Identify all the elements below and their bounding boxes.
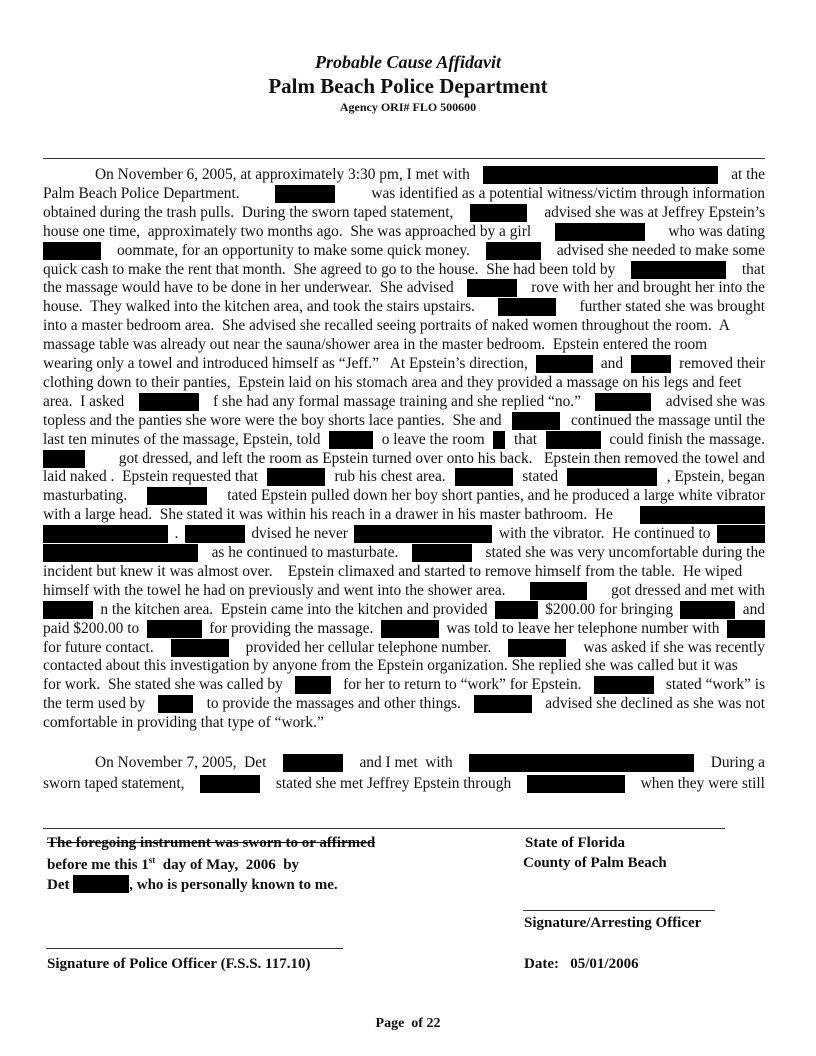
officer-signature-line: [46, 948, 343, 949]
date-label: Date:: [524, 956, 559, 972]
redaction-box: [508, 639, 566, 657]
text-segment: and: [742, 600, 765, 618]
redaction-box: [555, 223, 645, 241]
text-segment: provided her cellular telephone number.: [245, 638, 492, 656]
text-segment: stated “work” is: [665, 676, 765, 694]
text-segment: with a large head. She stated it was within his reach in a drawer in his master bathroom. He: [43, 506, 613, 524]
text-segment: contacted about this investigation by anyone from the Epstein organization. She replied she was called but it was: [43, 657, 738, 675]
text-segment: house. They walked into the kitchen area, and took the stairs upstairs.: [43, 298, 475, 316]
redaction-box: [455, 468, 513, 486]
redaction-box: [267, 468, 325, 486]
footer-divider: [43, 828, 725, 829]
text-line: [43, 336, 765, 354]
date-value: 05/01/2006: [570, 956, 639, 972]
text-segment: sworn taped statement,: [43, 775, 185, 792]
text-segment: stated she was very uncomfortable during the: [485, 544, 765, 561]
text-segment: for providing the massage.: [209, 619, 374, 637]
text-segment: was told to leave her telephone number with: [446, 619, 720, 637]
text-segment: house one time, approximately two months ago. She was approached by a girl: [43, 222, 532, 240]
text-line: [43, 223, 765, 241]
redaction-box: [594, 676, 654, 694]
text-segment: was identified as a potential witness/victim through information: [371, 184, 765, 202]
redaction-box: [139, 393, 199, 411]
redaction-box: [469, 754, 694, 772]
redaction-box: [200, 775, 260, 793]
text-segment: and: [600, 355, 624, 372]
redaction-box: [631, 355, 671, 373]
text-segment: last ten minutes of the massage, Epstein, told: [43, 430, 321, 448]
text-segment: for work. She stated she was called by: [43, 676, 283, 694]
text-line: [95, 754, 765, 772]
text-segment: quick cash to make the rent that month. She agreed to go to the house. She had been told by: [43, 260, 616, 278]
text-segment: laid naked . Epstein requested that: [43, 468, 258, 486]
redaction-box: [283, 754, 343, 772]
sworn-date-pre: before me this 1: [47, 857, 149, 873]
text-line: [43, 714, 765, 732]
text-segment: the massage would have to be done in her underwear. She advised: [43, 279, 454, 297]
redaction-box: [147, 487, 207, 505]
text-segment: that: [741, 260, 765, 278]
redaction-box: [470, 204, 527, 222]
sworn-statement-line1: The foregoing instrument was sworn to or affirmed: [47, 835, 376, 851]
state-label: State of Florida: [525, 835, 625, 851]
sworn-date-sup: st: [148, 855, 156, 865]
page-number: Page of 22: [375, 1016, 441, 1031]
redaction-box: [147, 620, 202, 638]
text-line: [43, 601, 765, 619]
text-line: [43, 261, 765, 279]
text-line: [95, 166, 765, 184]
redaction-box: [354, 525, 492, 543]
text-segment: .: [174, 525, 179, 543]
text-segment: Palm Beach Police Department.: [43, 184, 240, 202]
text-line: [43, 317, 765, 335]
text-segment: that: [513, 430, 538, 448]
text-segment: could finish the massage.: [609, 430, 765, 448]
text-line: [43, 412, 765, 430]
redaction-box: [536, 355, 593, 373]
redaction-box: [474, 695, 532, 713]
redaction-box: [640, 506, 765, 524]
text-segment: masturbating.: [43, 487, 128, 505]
text-segment: , Epstein, began: [666, 468, 765, 486]
redaction-box: [185, 525, 245, 543]
text-line: [43, 525, 765, 543]
text-line: [43, 775, 765, 793]
text-segment: $200.00 for bringing: [545, 600, 674, 618]
header-divider: [43, 158, 765, 159]
text-segment: dvised he never: [251, 525, 348, 543]
text-line: [43, 676, 765, 694]
redaction-box: [158, 695, 193, 713]
text-segment: removed their: [679, 355, 765, 372]
text-segment: topless and the panties she wore were the boy shorts lace panties. She and: [43, 411, 502, 429]
text-line: [43, 450, 765, 468]
redaction-box: [631, 261, 726, 279]
text-line: [43, 431, 765, 449]
text-line: [43, 242, 765, 260]
text-line: [43, 695, 765, 713]
text-line: [43, 468, 765, 486]
text-segment: advised she declined as she was not: [545, 695, 765, 713]
redaction-box: [680, 601, 735, 619]
text-segment: when they were still: [640, 775, 765, 792]
redaction-box: [43, 601, 93, 619]
text-segment: for her to return to “work” for Epstein.: [343, 676, 582, 694]
text-segment: massage table was already out near the sauna/shower area in the master bedroom. Epstein entered the room: [43, 336, 708, 354]
redaction-box: [512, 412, 560, 430]
text-segment: with the vibrator. He continued to: [498, 525, 711, 543]
text-segment: at the: [731, 166, 765, 183]
text-segment: clothing down to their panties, Epstein laid on his stomach area and they provided a massage on his legs and feet: [43, 373, 742, 391]
date-field: [524, 956, 639, 973]
redaction-box: [595, 393, 651, 411]
text-segment: On November 6, 2005, at approximately 3:30 pm, I met with: [95, 166, 470, 183]
redaction-box: [486, 242, 541, 260]
text-segment: further stated she was brought: [579, 298, 765, 316]
redaction-box: [412, 544, 472, 562]
text-segment: f she had any formal massage training and she replied “no.”: [213, 392, 581, 410]
text-segment: rove with her and brought her into the: [531, 279, 765, 297]
redaction-box: [483, 166, 718, 184]
text-segment: the term used by: [43, 695, 146, 713]
county-label: County of Palm Beach: [523, 855, 667, 871]
text-segment: advised she was at Jeffrey Epstein’s: [544, 203, 765, 221]
text-line: [43, 657, 765, 675]
text-line: [43, 544, 765, 562]
arresting-signature-label: Signature/Arresting Officer: [524, 915, 702, 931]
redaction-box: [717, 525, 765, 543]
text-segment: n the kitchen area. Epstein came into the kitchen and provided: [100, 600, 488, 618]
redaction-box: [727, 620, 765, 638]
redaction-box: [546, 431, 601, 449]
text-line: [43, 620, 765, 638]
text-segment: got dressed, and left the room as Epstein turned over onto his back. Epstein then removed the towel and: [118, 449, 765, 467]
department-name: Palm Beach Police Department: [268, 74, 548, 98]
redaction-box: [43, 242, 101, 260]
redaction-box: [329, 431, 373, 449]
redaction-box: [467, 279, 517, 297]
text-segment: was asked if she was recently: [583, 638, 765, 656]
redaction-box: [495, 601, 538, 619]
text-line: [43, 204, 765, 222]
text-segment: oommate, for an opportunity to make some quick money.: [116, 241, 470, 259]
text-segment: wearing only a towel and introduced himself as “Jeff.” At Epstein’s direction,: [43, 355, 528, 372]
text-segment: and I met with: [359, 754, 453, 771]
text-segment: paid $200.00 to: [43, 619, 140, 637]
text-line: [43, 298, 765, 316]
redaction-box: [43, 525, 168, 543]
known-to-me: , who is personally known to me.: [129, 877, 338, 893]
text-segment: rub his chest area.: [334, 468, 446, 486]
text-line: [43, 582, 765, 600]
text-segment: stated she met Jeffrey Epstein through: [275, 775, 512, 792]
text-segment: advised she needed to make some: [556, 241, 765, 259]
text-segment: for future contact.: [43, 638, 154, 656]
text-line: [43, 374, 765, 392]
affidavit-title: Probable Cause Affidavit: [315, 52, 501, 72]
sworn-statement-line2: [47, 855, 299, 874]
text-segment: tated Epstein pulled down her boy short panties, and he produced a large white vibrator: [227, 487, 765, 505]
text-segment: as he continued to masturbate.: [211, 544, 399, 561]
redaction-box: [43, 450, 85, 468]
sworn-date-post: day of May, 2006 by: [155, 857, 300, 873]
redaction-box: [493, 431, 505, 449]
text-segment: advised she was: [665, 392, 765, 410]
redaction-box: [527, 775, 625, 793]
text-segment: area. I asked: [43, 392, 125, 410]
text-segment: into a master bedroom area. She advised she recalled seeing portraits of naked women throughout the room. A: [43, 317, 730, 335]
redaction-box: [530, 582, 587, 600]
text-segment: obtained during the trash pulls. During the sworn taped statement,: [43, 203, 454, 221]
text-line: [43, 639, 765, 657]
redaction-box: [498, 298, 556, 316]
redaction-box: [567, 468, 657, 486]
det-label: Det: [47, 877, 70, 893]
officer-signature-label: Signature of Police Officer (F.S.S. 117.10): [47, 956, 311, 972]
text-segment: On November 7, 2005, Det: [95, 754, 267, 771]
text-line: [43, 563, 765, 581]
text-segment: o leave the room: [381, 430, 485, 448]
text-segment: During a: [710, 754, 765, 771]
text-segment: who was dating: [668, 222, 765, 240]
redaction-box: [171, 639, 229, 657]
text-line: [43, 279, 765, 297]
text-segment: to provide the massages and other things.: [206, 695, 461, 713]
text-line: [43, 185, 765, 203]
text-line: [43, 393, 765, 411]
text-line: [43, 487, 765, 505]
text-segment: incident but knew it was almost over. Epstein climaxed and started to remove himself from the table. He wiped: [43, 562, 743, 580]
redaction-box: [275, 185, 335, 203]
sworn-statement-line3: [47, 875, 338, 894]
redaction-box: [295, 676, 331, 694]
redaction-box: [43, 544, 198, 562]
redaction-box: [73, 875, 129, 893]
redaction-box: [381, 620, 439, 638]
text-line: [43, 506, 765, 524]
text-segment: stated: [522, 468, 559, 486]
text-segment: comfortable in providing that type of “work.”: [43, 714, 324, 732]
text-segment: continued the massage until the: [570, 411, 765, 429]
text-line: [43, 355, 765, 373]
agency-ori: Agency ORI# FLO 500600: [339, 100, 477, 114]
arresting-signature-line: [523, 910, 715, 911]
text-segment: himself with the towel he had on previously and went into the shower area.: [43, 581, 506, 599]
text-segment: got dressed and met with: [611, 581, 765, 599]
